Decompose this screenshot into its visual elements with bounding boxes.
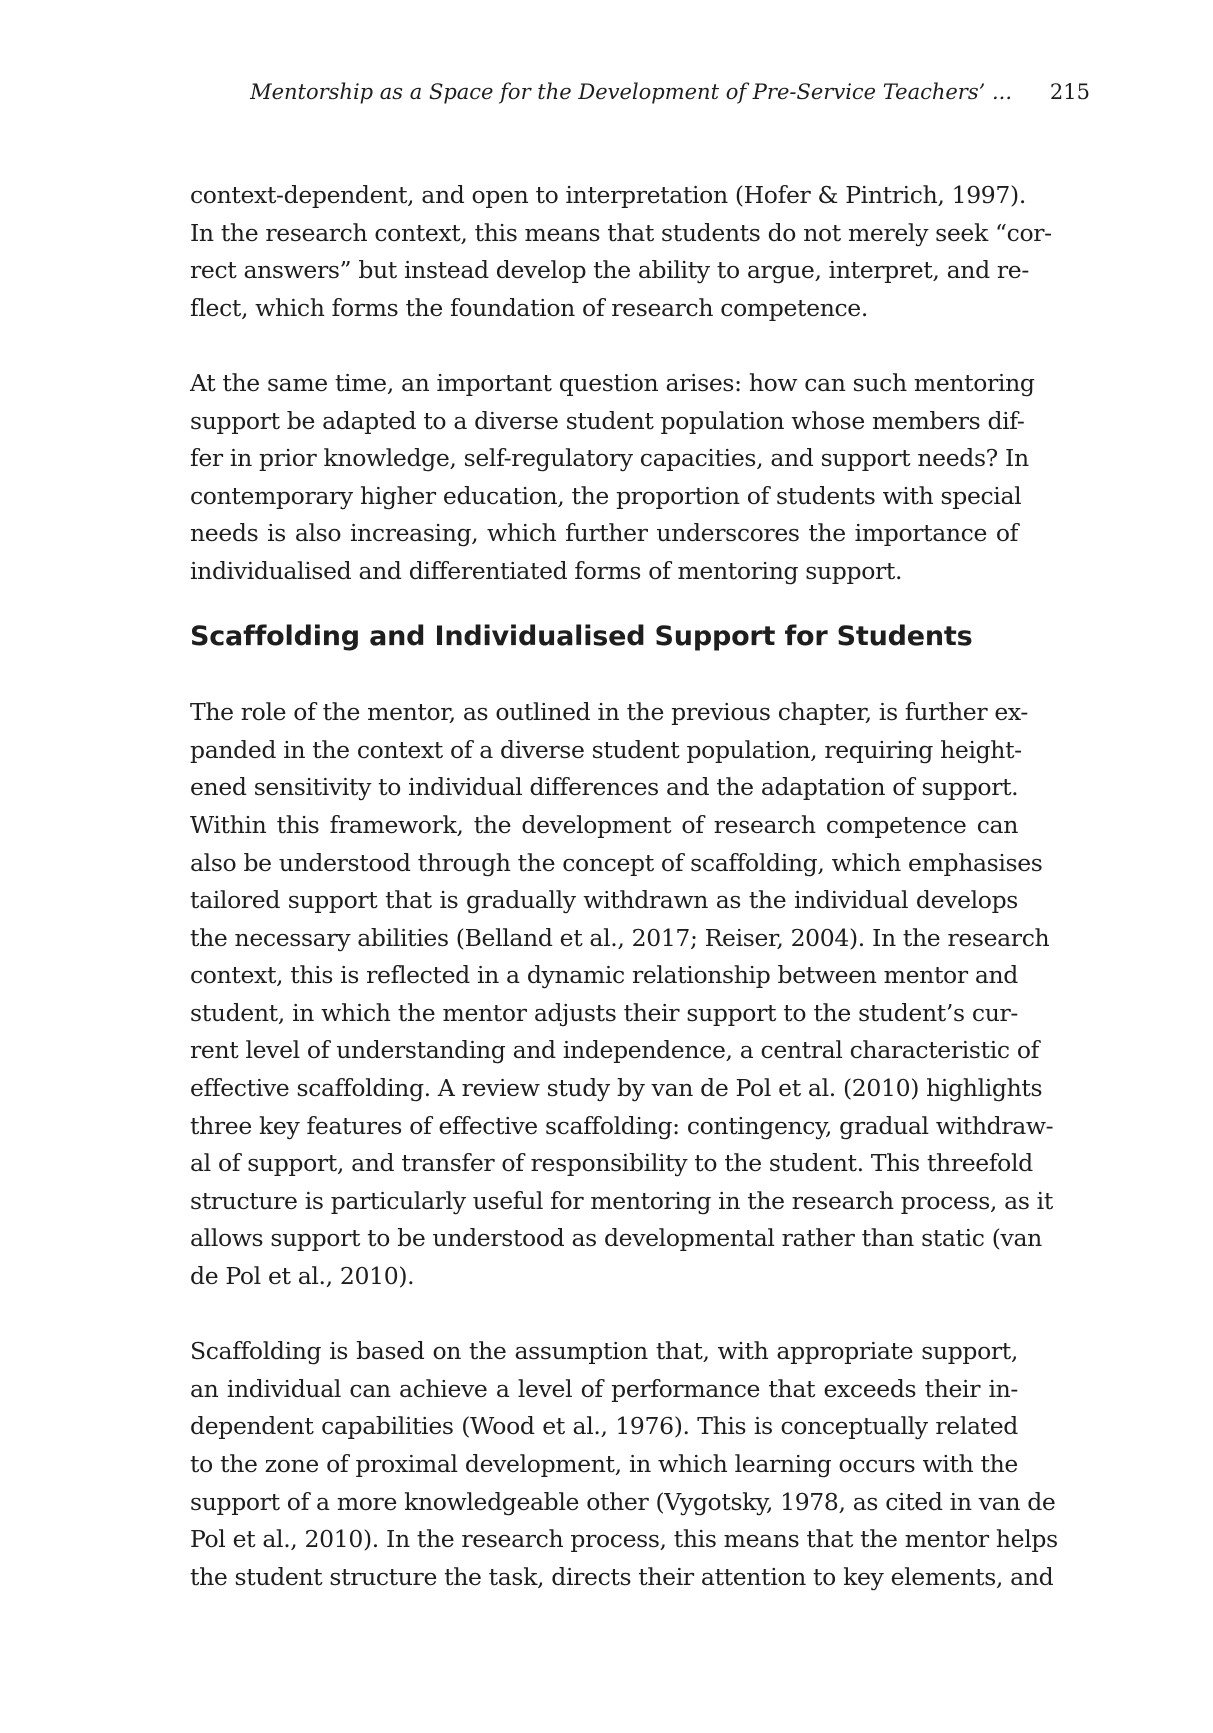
text-line: tailored support that is gradually withdrawn as the individual develops: [190, 886, 1018, 915]
text-line: The role of the mentor, as outlined in the previous chapter, is further ex-: [190, 698, 1028, 727]
text-line: In the research context, this means that students do not merely seek “cor-: [190, 218, 1052, 247]
text-line: support of a more knowledgeable other (Vygotsky, 1978, as cited in van de: [190, 1487, 1056, 1516]
text-line: individualised and differentiated forms of mentoring support.: [190, 556, 903, 585]
text-line: needs is also increasing, which further underscores the importance of: [190, 519, 1018, 548]
text-line: contemporary higher education, the proportion of students with special: [190, 481, 1022, 510]
text-line: three key features of effective scaffolding: contingency, gradual withdraw-: [190, 1111, 1054, 1140]
text-line: dependent capabilities (Wood et al., 1976). This is conceptually related: [190, 1412, 1018, 1441]
text-line: de Pol et al., 2010).: [190, 1262, 415, 1291]
text-line: student, in which the mentor adjusts their support to the student’s cur-: [190, 998, 1018, 1027]
section-heading: Scaffolding and Individualised Support for Students: [190, 620, 973, 652]
text-line: al of support, and transfer of responsibility to the student. This threefold: [190, 1149, 1033, 1178]
text-line: panded in the context of a diverse student population, requiring height-: [190, 735, 1022, 764]
paragraph-mentor-role: [190, 694, 1054, 1296]
text-line: the student structure the task, directs their attention to key elements, and: [190, 1562, 1054, 1591]
text-line: an individual can achieve a level of performance that exceeds their in-: [190, 1374, 1018, 1403]
running-title: Mentorship as a Space for the Development of Pre-Service Teachers’ ...: [250, 80, 1012, 104]
text-line: Pol et al., 2010). In the research process, this means that the mentor helps: [190, 1525, 1058, 1554]
paragraph-diverse-population: [190, 365, 1035, 591]
running-head: [190, 72, 1090, 112]
body-text: [190, 177, 1058, 1596]
text-line: structure is particularly useful for mentoring in the research process, as it: [190, 1186, 1053, 1215]
text-line: fer in prior knowledge, self-regulatory capacities, and support needs? In: [190, 444, 1029, 473]
text-line: context, this is reflected in a dynamic relationship between mentor and: [190, 961, 1018, 990]
page-number: 215: [1049, 80, 1090, 104]
paragraph-epistemic-beliefs: [190, 177, 1052, 327]
text-line: rent level of understanding and independence, a central characteristic of: [190, 1036, 1039, 1065]
text-line: allows support to be understood as developmental rather than static (van: [190, 1224, 1042, 1253]
text-line: Scaffolding is based on the assumption that, with appropriate support,: [190, 1337, 1018, 1366]
text-line: support be adapted to a diverse student population whose members dif-: [190, 406, 1025, 435]
paragraph-scaffolding-assumption: [190, 1333, 1058, 1596]
text-line: also be understood through the concept of scaffolding, which emphasises: [190, 848, 1043, 877]
text-line: the necessary abilities (Belland et al., 2017; Reiser, 2004). In the research: [190, 923, 1050, 952]
text-line: Within this framework, the development of research competence can: [190, 810, 1018, 839]
text-line: ened sensitivity to individual differences and the adaptation of support.: [190, 773, 1019, 802]
text-line: At the same time, an important question arises: how can such mentoring: [190, 368, 1035, 397]
text-line: flect, which forms the foundation of research competence.: [190, 293, 868, 322]
text-line: rect answers” but instead develop the ability to argue, interpret, and re-: [190, 256, 1029, 285]
text-line: context-dependent, and open to interpretation (Hofer & Pintrich, 1997).: [190, 181, 1026, 209]
text-line: to the zone of proximal development, in which learning occurs with the: [190, 1450, 1018, 1478]
text-line: effective scaffolding. A review study by van de Pol et al. (2010) highlights: [190, 1074, 1043, 1103]
